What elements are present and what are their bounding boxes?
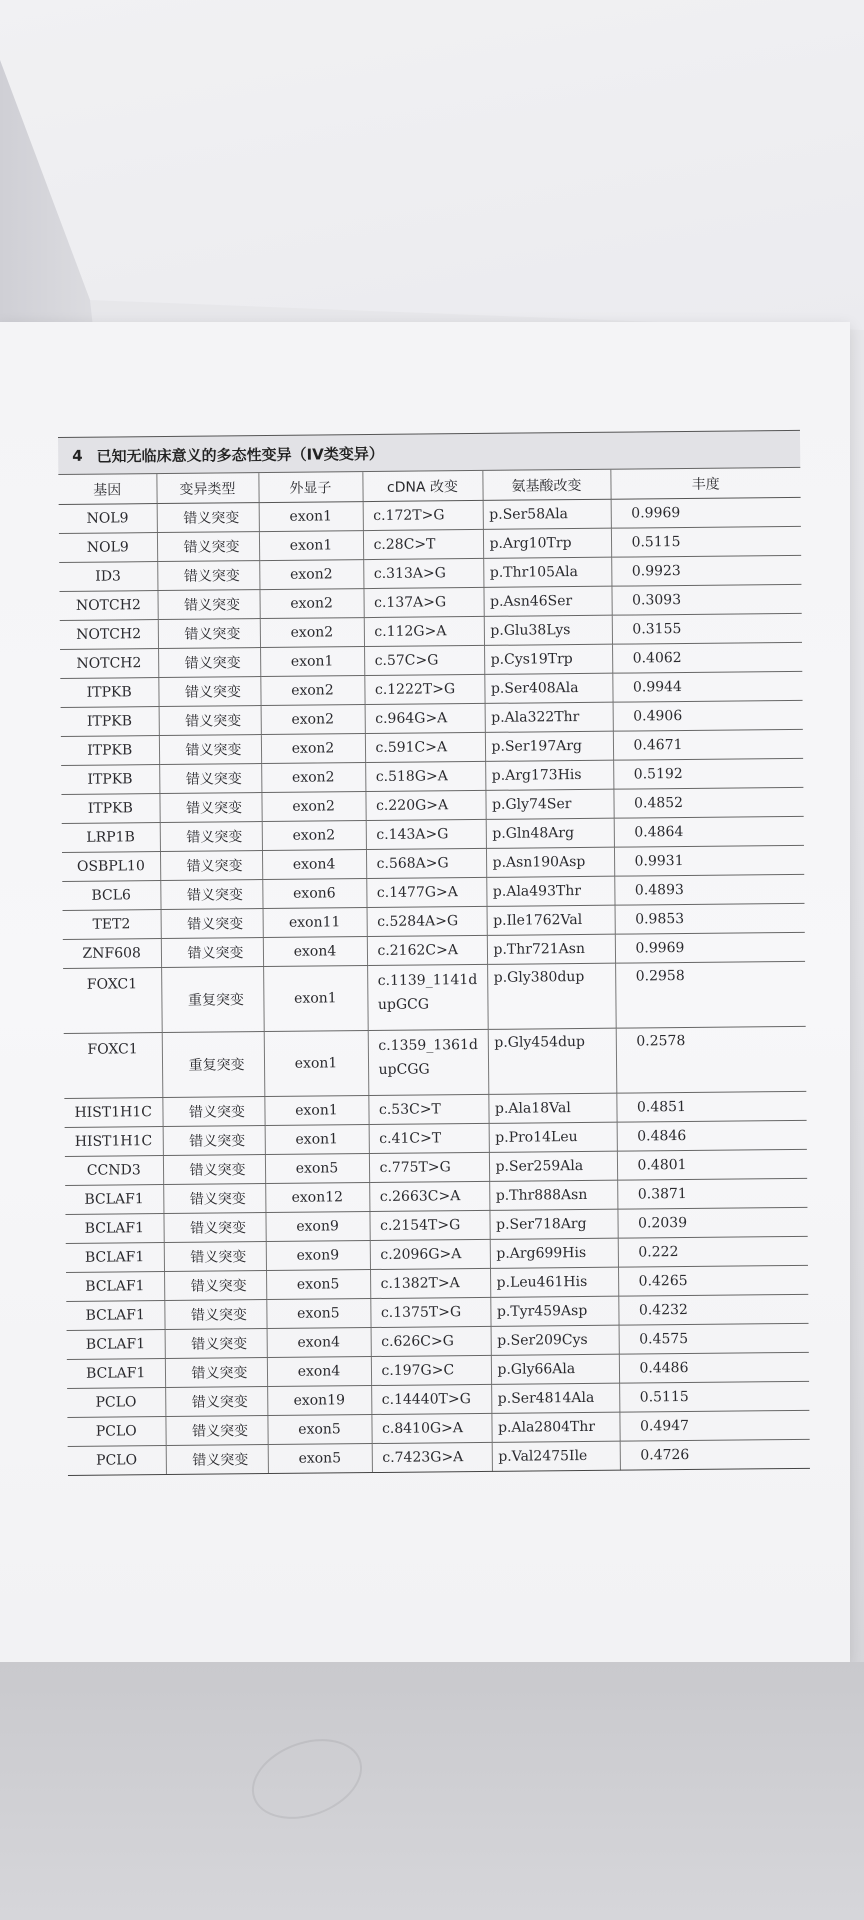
amino-acid-change-cell: p.Thr888Asn bbox=[489, 1180, 617, 1210]
abundance-cell: 0.4801 bbox=[617, 1149, 807, 1180]
abundance-cell: 0.4947 bbox=[619, 1410, 809, 1441]
exon-cell: exon2 bbox=[260, 676, 364, 706]
amino-acid-change-cell: p.Gln48Arg bbox=[486, 818, 614, 848]
gene-cell: ITPKB bbox=[60, 678, 158, 708]
variant-type-cell: 错义突变 bbox=[157, 532, 259, 562]
variant-type-cell: 错义突变 bbox=[157, 561, 259, 591]
gene-cell: ZNF608 bbox=[63, 939, 161, 969]
section-title: 已知无临床意义的多态性变异（IV类变异） bbox=[96, 444, 384, 466]
gene-cell: ITPKB bbox=[61, 736, 159, 766]
abundance-cell: 0.3155 bbox=[612, 613, 802, 644]
gene-cell: CCND3 bbox=[65, 1156, 163, 1186]
amino-acid-change-cell: p.Asn190Asp bbox=[486, 847, 614, 877]
variant-type-cell: 重复突变 bbox=[162, 1032, 265, 1098]
exon-cell: exon2 bbox=[259, 589, 363, 619]
amino-acid-change-cell: p.Pro14Leu bbox=[489, 1122, 617, 1152]
gene-cell: ID3 bbox=[59, 562, 157, 592]
exon-cell: exon2 bbox=[262, 821, 366, 851]
column-header-gene: 基因 bbox=[58, 474, 156, 504]
abundance-cell: 0.4486 bbox=[619, 1352, 809, 1383]
table-row bbox=[64, 1026, 807, 1098]
cdna-change-cell: c.1477G>A bbox=[366, 877, 486, 907]
gene-cell: BCLAF1 bbox=[65, 1185, 163, 1215]
cdna-change-cell: c.112G>A bbox=[364, 616, 484, 646]
exon-cell: exon11 bbox=[263, 908, 367, 938]
variant-type-cell: 错义突变 bbox=[160, 880, 262, 910]
cdna-change-cell: c.172T>G bbox=[363, 500, 483, 530]
amino-acid-change-cell: p.Ala322Thr bbox=[485, 702, 613, 732]
cdna-change-cell: c.775T>G bbox=[369, 1152, 489, 1182]
cdna-change-cell: c.1139_1141dupGCG bbox=[367, 964, 488, 1030]
cdna-change-cell: c.5284A>G bbox=[367, 906, 487, 936]
cdna-change-cell: c.591C>A bbox=[365, 732, 485, 762]
exon-cell: exon1 bbox=[260, 647, 364, 677]
cdna-change-cell: c.626C>G bbox=[371, 1326, 491, 1356]
table-body bbox=[59, 497, 810, 1475]
abundance-cell: 0.9969 bbox=[615, 932, 805, 963]
abundance-cell: 0.222 bbox=[618, 1236, 808, 1267]
gene-cell: PCLO bbox=[67, 1417, 165, 1447]
gene-cell: ITPKB bbox=[61, 765, 159, 795]
gene-cell: BCL6 bbox=[62, 881, 160, 911]
variant-type-cell: 错义突变 bbox=[159, 793, 261, 823]
amino-acid-change-cell: p.Gly380dup bbox=[487, 963, 616, 1029]
exon-cell: exon1 bbox=[264, 1096, 368, 1126]
cdna-change-cell: c.568A>G bbox=[366, 848, 486, 878]
exon-cell: exon19 bbox=[267, 1386, 371, 1416]
variant-type-cell: 错义突变 bbox=[165, 1416, 267, 1446]
variant-type-cell: 错义突变 bbox=[163, 1184, 265, 1214]
variant-type-cell: 错义突变 bbox=[157, 590, 259, 620]
abundance-cell: 0.4906 bbox=[613, 700, 803, 731]
gene-cell: ITPKB bbox=[61, 707, 159, 737]
variant-type-cell: 错义突变 bbox=[164, 1271, 266, 1301]
cdna-change-cell: c.2154T>G bbox=[369, 1210, 489, 1240]
abundance-cell: 0.5192 bbox=[613, 758, 803, 789]
cdna-change-cell: c.518G>A bbox=[365, 761, 485, 791]
exon-cell: exon5 bbox=[265, 1154, 369, 1184]
gene-cell: HIST1H1C bbox=[65, 1127, 163, 1157]
cdna-change-cell: c.197G>C bbox=[371, 1355, 491, 1385]
amino-acid-change-cell: p.Thr105Ala bbox=[483, 557, 611, 587]
cdna-change-cell: c.8410G>A bbox=[371, 1413, 491, 1443]
exon-cell: exon2 bbox=[261, 705, 365, 735]
column-header-amino-acid-change: 氨基酸改变 bbox=[482, 470, 610, 501]
cdna-change-cell: c.1375T>G bbox=[370, 1297, 490, 1327]
abundance-cell: 0.9944 bbox=[612, 671, 802, 702]
abundance-cell: 0.4864 bbox=[614, 816, 804, 847]
cdna-change-cell: c.2096G>A bbox=[370, 1239, 490, 1269]
variant-type-cell: 错义突变 bbox=[160, 851, 262, 881]
cdna-change-cell: c.53C>T bbox=[368, 1094, 488, 1124]
abundance-cell: 0.5115 bbox=[619, 1381, 809, 1412]
exon-cell: exon1 bbox=[259, 502, 363, 532]
amino-acid-change-cell: p.Asn46Ser bbox=[483, 586, 611, 616]
abundance-cell: 0.9853 bbox=[615, 903, 805, 934]
gene-cell: TET2 bbox=[63, 910, 161, 940]
variant-type-cell: 错义突变 bbox=[165, 1358, 267, 1388]
abundance-cell: 0.2578 bbox=[616, 1026, 807, 1093]
exon-cell: exon5 bbox=[266, 1270, 370, 1300]
column-header-exon: 外显子 bbox=[258, 472, 362, 502]
gene-cell: LRP1B bbox=[62, 823, 160, 853]
variant-type-cell: 错义突变 bbox=[159, 706, 261, 736]
variant-type-cell: 错义突变 bbox=[158, 619, 260, 649]
variant-type-cell: 错义突变 bbox=[164, 1300, 266, 1330]
gene-cell: FOXC1 bbox=[63, 968, 162, 1034]
amino-acid-change-cell: p.Ala2804Thr bbox=[491, 1412, 619, 1442]
amino-acid-change-cell: p.Ser259Ala bbox=[489, 1151, 617, 1181]
gene-cell: ITPKB bbox=[61, 794, 159, 824]
variant-table bbox=[58, 468, 810, 1476]
amino-acid-change-cell: p.Cys19Trp bbox=[484, 644, 612, 674]
exon-cell: exon5 bbox=[268, 1444, 372, 1474]
amino-acid-change-cell: p.Gly454dup bbox=[488, 1028, 617, 1094]
gene-cell: NOTCH2 bbox=[60, 620, 158, 650]
variant-type-cell: 重复突变 bbox=[161, 967, 264, 1033]
exon-cell: exon1 bbox=[263, 966, 368, 1032]
exon-cell: exon1 bbox=[259, 531, 363, 561]
cdna-change-cell: c.7423G>A bbox=[372, 1442, 492, 1472]
exon-cell: exon4 bbox=[267, 1328, 371, 1358]
abundance-cell: 0.4846 bbox=[617, 1120, 807, 1151]
amino-acid-change-cell: p.Val2475Ile bbox=[492, 1441, 620, 1471]
cdna-change-cell: c.1359_1361dupCGG bbox=[368, 1029, 489, 1095]
section-number: 4 bbox=[72, 446, 83, 465]
cdna-change-cell: c.2663C>A bbox=[369, 1181, 489, 1211]
abundance-cell: 0.5115 bbox=[611, 526, 801, 557]
gene-cell: PCLO bbox=[67, 1388, 165, 1418]
amino-acid-change-cell: p.Thr721Asn bbox=[487, 934, 615, 964]
exon-cell: exon5 bbox=[267, 1415, 371, 1445]
abundance-cell: 0.4726 bbox=[620, 1439, 810, 1470]
exon-cell: exon2 bbox=[261, 763, 365, 793]
amino-acid-change-cell: p.Arg173His bbox=[485, 760, 613, 790]
gene-cell: NOTCH2 bbox=[59, 591, 157, 621]
amino-acid-change-cell: p.Glu38Lys bbox=[484, 615, 612, 645]
cdna-change-cell: c.1382T>A bbox=[370, 1268, 490, 1298]
variant-type-cell: 错义突变 bbox=[166, 1445, 268, 1475]
abundance-cell: 0.9923 bbox=[611, 555, 801, 586]
exon-cell: exon2 bbox=[259, 560, 363, 590]
abundance-cell: 0.4062 bbox=[612, 642, 802, 673]
exon-cell: exon12 bbox=[265, 1183, 369, 1213]
exon-cell: exon1 bbox=[264, 1031, 369, 1097]
gene-cell: BCLAF1 bbox=[67, 1359, 165, 1389]
gene-cell: NOL9 bbox=[59, 533, 157, 563]
amino-acid-change-cell: p.Arg10Trp bbox=[483, 528, 611, 558]
cdna-change-cell: c.1222T>G bbox=[364, 674, 484, 704]
amino-acid-change-cell: p.Ser209Cys bbox=[491, 1325, 619, 1355]
amino-acid-change-cell: p.Leu461His bbox=[490, 1267, 618, 1297]
cdna-change-cell: c.964G>A bbox=[365, 703, 485, 733]
abundance-cell: 0.2039 bbox=[617, 1207, 807, 1238]
variant-type-cell: 错义突变 bbox=[163, 1213, 265, 1243]
amino-acid-change-cell: p.Tyr459Asp bbox=[490, 1296, 618, 1326]
exon-cell: exon4 bbox=[267, 1357, 371, 1387]
amino-acid-change-cell: p.Gly66Ala bbox=[491, 1354, 619, 1384]
exon-cell: exon1 bbox=[265, 1125, 369, 1155]
abundance-cell: 0.9931 bbox=[614, 845, 804, 876]
variant-type-cell: 错义突变 bbox=[160, 822, 262, 852]
amino-acid-change-cell: p.Ser408Ala bbox=[484, 673, 612, 703]
gene-cell: BCLAF1 bbox=[66, 1272, 164, 1302]
amino-acid-change-cell: p.Gly74Ser bbox=[485, 789, 613, 819]
cdna-change-cell: c.14440T>G bbox=[371, 1384, 491, 1414]
abundance-cell: 0.4232 bbox=[618, 1294, 808, 1325]
column-header-cdna-change: cDNA 改变 bbox=[362, 471, 482, 502]
gene-cell: BCLAF1 bbox=[67, 1330, 165, 1360]
amino-acid-change-cell: p.Ser4814Ala bbox=[491, 1383, 619, 1413]
gene-cell: FOXC1 bbox=[64, 1033, 163, 1099]
cdna-change-cell: c.28C>T bbox=[363, 529, 483, 559]
exon-cell: exon5 bbox=[266, 1299, 370, 1329]
variant-type-cell: 错义突变 bbox=[159, 735, 261, 765]
cdna-change-cell: c.220G>A bbox=[365, 790, 485, 820]
variant-type-cell: 错义突变 bbox=[161, 938, 263, 968]
cdna-change-cell: c.143A>G bbox=[366, 819, 486, 849]
abundance-cell: 0.2958 bbox=[615, 961, 806, 1028]
variant-type-cell: 错义突变 bbox=[165, 1387, 267, 1417]
abundance-cell: 0.4265 bbox=[618, 1265, 808, 1296]
abundance-cell: 0.4575 bbox=[619, 1323, 809, 1354]
gene-cell: NOL9 bbox=[59, 504, 157, 534]
column-header-variant-type: 变异类型 bbox=[156, 473, 258, 503]
abundance-cell: 0.9969 bbox=[611, 497, 801, 528]
abundance-cell: 0.4851 bbox=[616, 1091, 806, 1122]
exon-cell: exon9 bbox=[265, 1212, 369, 1242]
gene-cell: BCLAF1 bbox=[65, 1214, 163, 1244]
cdna-change-cell: c.313A>G bbox=[363, 558, 483, 588]
gene-cell: PCLO bbox=[68, 1446, 166, 1476]
variant-table-section bbox=[58, 430, 810, 1476]
cdna-change-cell: c.137A>G bbox=[363, 587, 483, 617]
exon-cell: exon4 bbox=[263, 937, 367, 967]
amino-acid-change-cell: p.Ser197Arg bbox=[485, 731, 613, 761]
gene-cell: BCLAF1 bbox=[66, 1243, 164, 1273]
variant-type-cell: 错义突变 bbox=[164, 1242, 266, 1272]
gene-cell: NOTCH2 bbox=[60, 649, 158, 679]
column-header-abundance: 丰度 bbox=[610, 468, 800, 499]
page-bottom-surface bbox=[0, 1662, 864, 1920]
cdna-change-cell: c.41C>T bbox=[369, 1123, 489, 1153]
variant-type-cell: 错义突变 bbox=[158, 677, 260, 707]
gene-cell: HIST1H1C bbox=[64, 1098, 162, 1128]
amino-acid-change-cell: p.Ala18Val bbox=[488, 1093, 616, 1123]
exon-cell: exon9 bbox=[266, 1241, 370, 1271]
exon-cell: exon2 bbox=[260, 618, 364, 648]
exon-cell: exon2 bbox=[261, 734, 365, 764]
cdna-change-cell: c.2162C>A bbox=[367, 935, 487, 965]
abundance-cell: 0.4671 bbox=[613, 729, 803, 760]
amino-acid-change-cell: p.Ala493Thr bbox=[486, 876, 614, 906]
gene-cell: OSBPL10 bbox=[62, 852, 160, 882]
abundance-cell: 0.4893 bbox=[614, 874, 804, 905]
variant-type-cell: 错义突变 bbox=[161, 909, 263, 939]
gene-cell: BCLAF1 bbox=[66, 1301, 164, 1331]
exon-cell: exon4 bbox=[262, 850, 366, 880]
abundance-cell: 0.3093 bbox=[611, 584, 801, 615]
exon-cell: exon2 bbox=[261, 792, 365, 822]
variant-type-cell: 错义突变 bbox=[163, 1155, 265, 1185]
back-paper-sheet bbox=[0, 0, 864, 330]
abundance-cell: 0.3871 bbox=[617, 1178, 807, 1209]
amino-acid-change-cell: p.Ile1762Val bbox=[487, 905, 615, 935]
amino-acid-change-cell: p.Arg699His bbox=[490, 1238, 618, 1268]
abundance-cell: 0.4852 bbox=[613, 787, 803, 818]
exon-cell: exon6 bbox=[262, 879, 366, 909]
variant-type-cell: 错义突变 bbox=[158, 648, 260, 678]
amino-acid-change-cell: p.Ser58Ala bbox=[483, 499, 611, 529]
table-row bbox=[63, 961, 806, 1033]
variant-type-cell: 错义突变 bbox=[159, 764, 261, 794]
cdna-change-cell: c.57C>G bbox=[364, 645, 484, 675]
variant-type-cell: 错义突变 bbox=[162, 1097, 264, 1127]
variant-type-cell: 错义突变 bbox=[163, 1126, 265, 1156]
variant-type-cell: 错义突变 bbox=[157, 503, 259, 533]
variant-type-cell: 错义突变 bbox=[165, 1329, 267, 1359]
amino-acid-change-cell: p.Ser718Arg bbox=[489, 1209, 617, 1239]
